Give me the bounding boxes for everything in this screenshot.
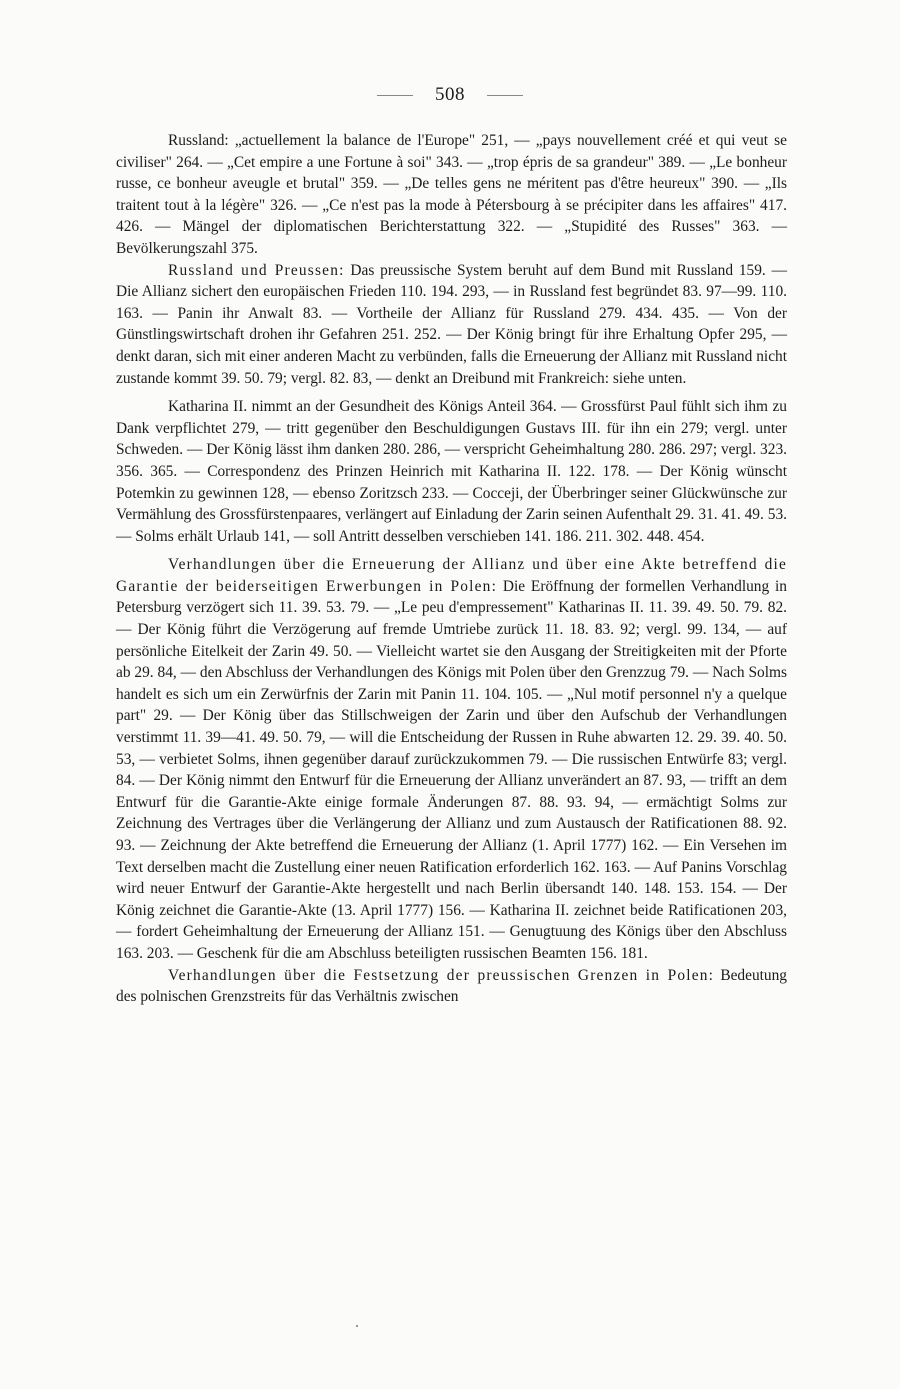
entry-russland bbox=[116, 130, 787, 260]
entry-text: Bedeutung des polnischen Grenzstreits für das Verhältnis zwischen bbox=[116, 966, 788, 1006]
header-rule-left bbox=[377, 95, 413, 96]
page-header bbox=[0, 84, 900, 106]
index-body bbox=[116, 130, 787, 1008]
entry-lemma: Verhandlungen über die Erneuerung der Allianz und über eine Akte betreffend die Garantie der beiderseitigen Erwerbungen in Polen: bbox=[116, 556, 787, 595]
entry-lemma: Verhandlungen über die Festsetzung der preussischen Grenzen in Polen: bbox=[168, 966, 715, 984]
entry-text: Russland: „actuellement la balance de l'Europe" 251, — „pays nouvellement créé et qui veut se civiliser" 264. — „Cet empire a une Fortune à soi" 343. — „trop épris de sa grandeur" 389. — „Le bonheur russe, ce bonheur aveugle et brutal" 359. — „De telles gens ne méritent pas d'être heureux" 390. — „Ils traitent tout à la légère" 326. — „Ce n'est pas la mode à Pétersbourg à se précipiter dans les affaires" 417. 426. — Mängel der diplomatischen Berichterstattung 322. — „Stupidité des Russes" 363. — Bevölkerungszahl 375. bbox=[116, 132, 787, 257]
scan-speck bbox=[356, 1325, 358, 1327]
page-number: 508 bbox=[435, 84, 465, 105]
entry-text: Katharina II. nimmt an der Gesundheit des Königs Anteil 364. — Grossfürst Paul fühlt sich ihm zu Dank verpflichtet 279, — tritt gegenüber den Beschuldigungen Gustavs III. für ihn ein 279; vergl. unter Schweden. — Der König lässt ihm danken 280. 286, — verspricht Geheimhaltung 280. 286. 297; vergl. 323. 356. 365. — Correspondenz des Prinzen Heinrich mit Katharina II. 122. 178. — Der König wünscht Potemkin zu gewinnen 128, — ebenso Zoritzsch 233. — Cocceji, der Überbringer seiner Glückwünsche zur Vermählung des Grossfürstenpaares, verlängert auf Einladung der Zarin seinen Aufenthalt 29. 31. 41. 49. 53. — Solms erhält Urlaub 141, — soll Antritt desselben verschieben 141. 186. 211. 302. 448. 454. bbox=[116, 398, 787, 545]
entry-lemma: Russland und Preussen: bbox=[168, 261, 345, 279]
entry-erneuerung bbox=[116, 554, 787, 964]
entry-russland-preussen bbox=[116, 260, 787, 390]
entry-text: Das preussische System beruht auf dem Bund mit Russland 159. — Die Allianz sichert den europäischen Frieden 110. 194. 293, — in Russland fest begründet 83. 97—99. 110. 163. — Panin ihr Anwalt 83. — Vortheile der Allianz für Russland 279. 434. 435. — Von der Günstlingswirtschaft drohen ihr Gefahren 251. 252. — Der König bringt für ihre Erhaltung Opfer 295, — denkt daran, sich mit einer anderen Macht zu verbünden, falls die Erneuerung der Allianz mit Russland nicht zustande kommt 39. 50. 79; vergl. 82. 83, — denkt an Dreibund mit Frankreich: siehe unten. bbox=[116, 261, 787, 387]
entry-text: Die Eröffnung der formellen Verhandlung in Petersburg verzögert sich 11. 39. 53. 79. — „Le peu d'empressement" Katharinas II. 11. 39. 49. 50. 79. 82. — Der König führt die Verzögerung auf fremde Umtriebe zurück 11. 18. 83. 92; vergl. 99. 134, — auf persönliche Eitelkeit der Zarin 49. 50. — Vielleicht wartet sie den Ausgang der Streitigkeiten mit der Pforte ab 29. 84, — den Abschluss der Verhandlungen des Königs mit Polen über den Grenzzug 79. — Nach Solms handelt es sich um ein Zerwürfnis der Zarin mit Panin 11. 104. 105. — „Nul motif personnel n'y a quelque part" 29. — Der König über das Stillschweigen der Zarin und über den Aufschub der Verhandlungen verstimmt 11. 39—41. 49. 50. 79, — will die Entscheidung der Russen in Ruhe abwarten 12. 29. 39. 40. 50. 53, — verbietet Solms, ihnen gegenüber darauf zurückzukommen 79. — Die russischen Entwürfe 83; vergl. 84. — Der König nimmt den Entwurf für die Erneuerung der Allianz unverändert an 87. 93, — trifft an dem Entwurf für die Garantie-Akte einige formale Änderungen 87. 88. 93. 94, — ermächtigt Solms zur Zeichnung des Vertrages über die Verlängerung der Allianz und zum Austausch der Ratificationen 88. 92. 93. — Zeichnung der Akte betreffend die Erneuerung der Allianz (1. April 1777) 162. — Ein Versehen im Text derselben macht die Zustellung einer neuen Ratification erforderlich 162. 163. — Auf Panins Vorschlag wird neuer Entwurf der Garantie-Akte hergestellt und nach Berlin übersandt 140. 148. 153. 154. — Der König zeichnet die Garantie-Akte (13. April 1777) 156. — Katharina II. zeichnet beide Ratificationen 203, — fordert Geheimhaltung der Erneuerung der Allianz 151. — Genugtuung des Königs über den Abschluss 163. 203. — Geschenk für die am Abschluss beteiligten russischen Beamten 156. 181. bbox=[116, 577, 787, 962]
entry-grenzen bbox=[116, 965, 787, 1008]
entry-katharina bbox=[116, 396, 787, 547]
header-rule-right bbox=[487, 95, 523, 96]
